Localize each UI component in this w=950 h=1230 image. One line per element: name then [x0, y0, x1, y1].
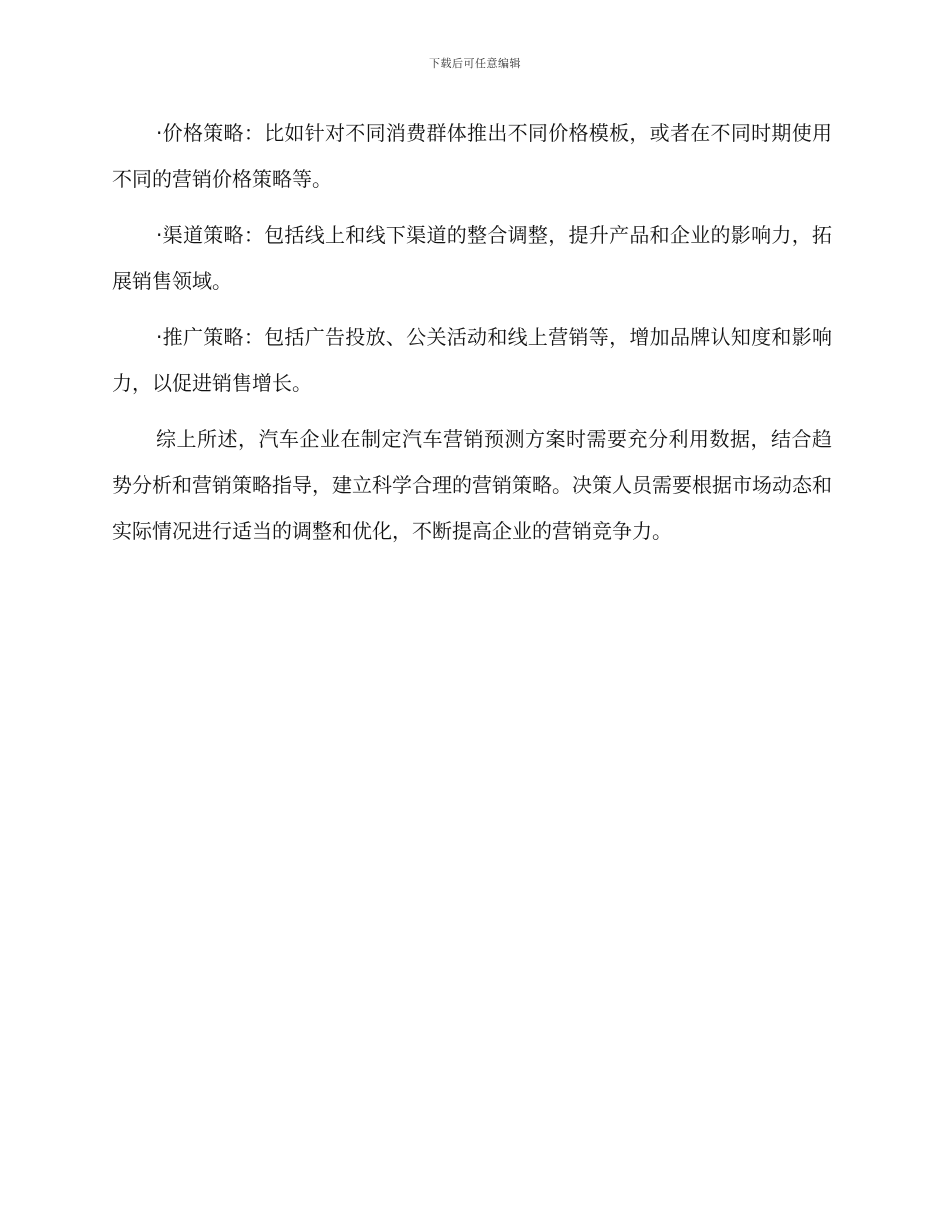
page-header: 下载后可任意编辑 [429, 57, 521, 70]
paragraph-channel-strategy: ·渠道策略：包括线上和线下渠道的整合调整，提升产品和企业的影响力，拓展销售领域。 [112, 223, 832, 293]
paragraph-price-strategy: ·价格策略：比如针对不同消费群体推出不同价格模板，或者在不同时期使用不同的营销价格策略等。 [112, 121, 832, 191]
document-body [112, 110, 832, 564]
paragraph-promotion-strategy: ·推广策略：包括广告投放、公关活动和线上营销等，增加品牌认知度和影响力，以促进销售增长。 [112, 325, 832, 395]
paragraph-conclusion: 综上所述，汽车企业在制定汽车营销预测方案时需要充分利用数据，结合趋势分析和营销策略指导，建立科学合理的营销策略。决策人员需要根据市场动态和实际情况进行适当的调整和优化，不断提高企业的营销竞争力。 [112, 427, 832, 543]
